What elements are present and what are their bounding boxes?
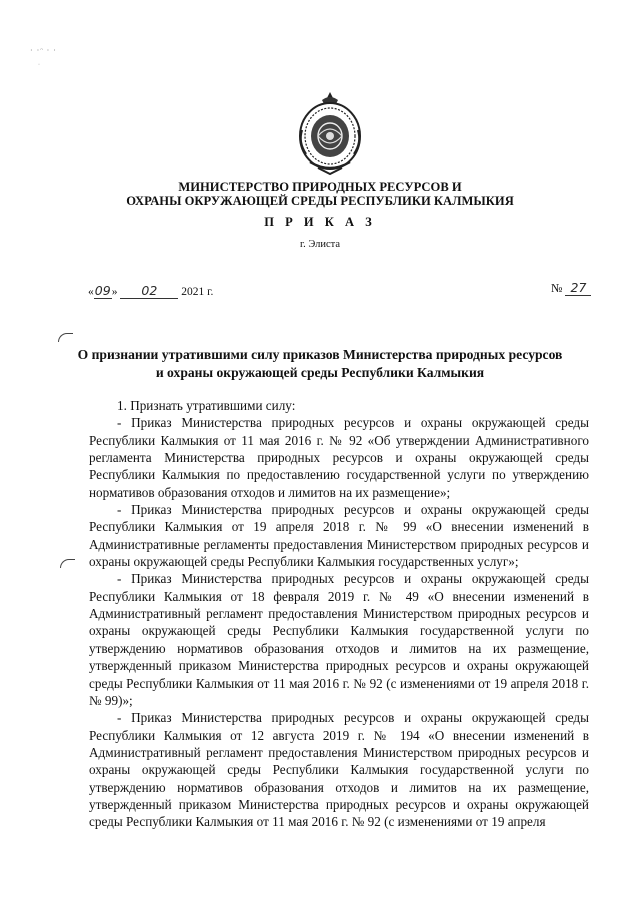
date-open-quote: « <box>88 286 94 298</box>
date-day: 09 <box>94 283 111 298</box>
scan-mark: · <box>38 62 41 68</box>
order-title-line2: и охраны окружающей среды Республики Калмыкия <box>155 365 485 380</box>
ministry-name-line2: ОХРАНЫ ОКРУЖАЮЩЕЙ СРЕДЫ РЕСПУБЛИКИ КАЛМЫКИЯ <box>126 194 514 208</box>
order-body <box>89 397 589 831</box>
number-value: 27 <box>565 280 591 296</box>
clause-lead: 1. Признать утратившими силу: <box>117 398 296 413</box>
date-year: 2021 г. <box>181 286 214 298</box>
list-item: - Приказ Министерства природных ресурсов и охраны окружающей среды Республики Калмыкия от 11 мая 2016 г. № 92 «Об утверждении Административного регламента Министерства природных ресурсов и охраны окружающей среды Республики Калмыкия по предоставлению государственной услуги по утверждению нормативов образования отходов и лимитов на их размещение»; <box>89 415 589 500</box>
list-item: - Приказ Министерства природных ресурсов и охраны окружающей среды Республики Калмыкия от 12 августа 2019 г. № 194 «О внесении изменений в Административный регламент предоставления Министерством природных ресурсов и охраны окружающей среды Республики Калмыкия государственной услуги по утверждению нормативов образования отходов и лимитов на их размещение, утвержденный приказом Министерства природных ресурсов и охраны окружающей среды Республики Калмыкия от 11 мая 2016 г. № 92 (с изменениями от 19 апреля <box>89 710 589 830</box>
number-prefix: № <box>551 281 563 295</box>
scan-mark: · ·ᵔ · · <box>30 46 57 55</box>
document-type: П Р И К А З <box>264 215 376 229</box>
ministry-name-line1: МИНИСТЕРСТВО ПРИРОДНЫХ РЕСУРСОВ И <box>178 180 462 194</box>
city: г. Элиста <box>299 239 341 250</box>
margin-mark <box>60 559 75 568</box>
order-title-line1: О признании утратившими силу приказов Министерства природных ресурсов <box>77 347 563 362</box>
document-number <box>551 280 591 296</box>
date-month: 02 <box>120 283 178 299</box>
margin-mark <box>58 333 73 342</box>
date-close-quote: » <box>111 286 118 298</box>
document-date <box>88 283 213 299</box>
coat-of-arms-icon <box>296 90 364 176</box>
list-item: - Приказ Министерства природных ресурсов и охраны окружающей среды Республики Калмыкия от 18 февраля 2019 г. № 49 «О внесении изменений в Административный регламент предоставления Министерством природных ресурсов и охраны окружающей среды Республики Калмыкия государственной услуги по утверждению нормативов образования отходов и лимитов на их размещение, утвержденный приказом Министерства природных ресурсов и охраны окружающей среды Республики Калмыкия от 11 мая 2016 г. № 92 (с изменениями от 19 апреля 2018 г. № 99)»; <box>89 571 589 708</box>
list-item: - Приказ Министерства природных ресурсов и охраны окружающей среды Республики Калмыкия от 19 апреля 2018 г. № 99 «О внесении изменений в Административные регламенты предоставления Министерством природных ресурсов и охраны окружающей среды Республики Калмыкия государственных услуг»; <box>89 502 589 570</box>
